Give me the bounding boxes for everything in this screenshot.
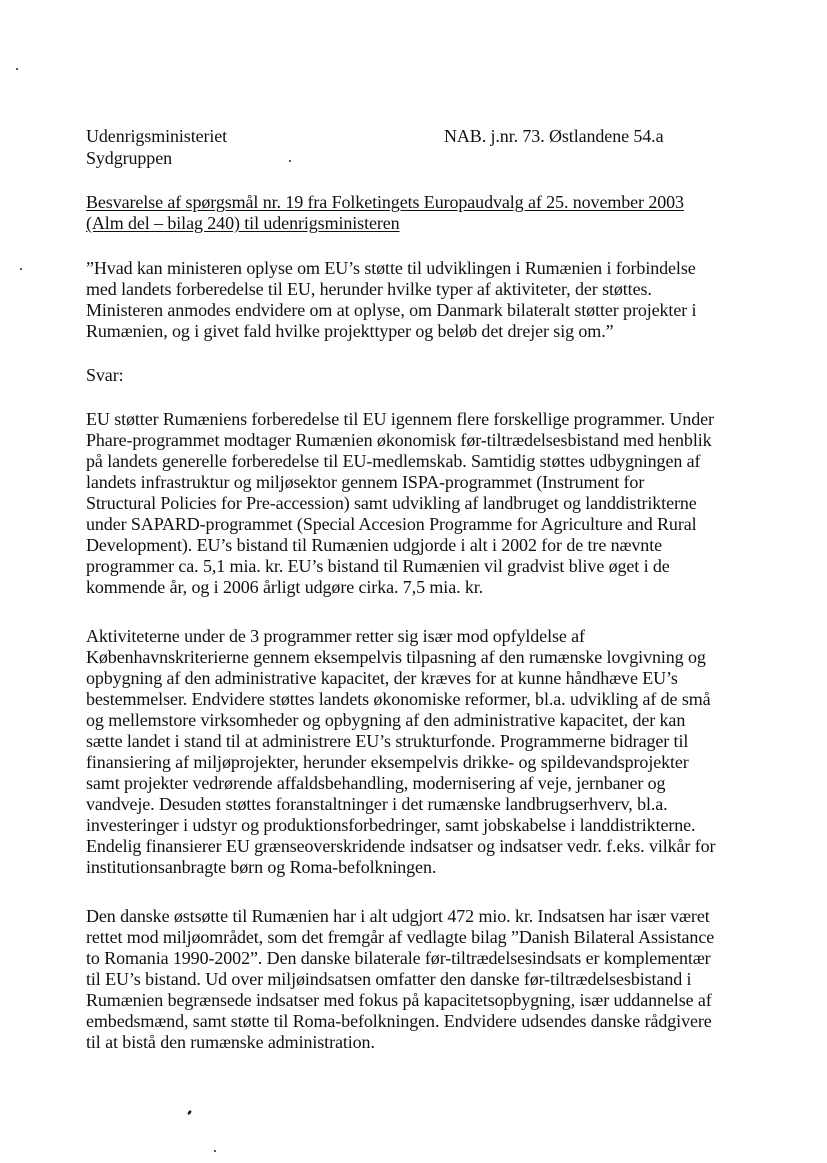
paragraph-line: Development). EU’s bistand til Rumænien udgjorde i alt i 2002 for de tre nævnte [86,535,663,555]
paragraph-line: institutionsanbragte børn og Roma-befolkningen. [86,857,437,877]
scan-speck [214,1150,216,1152]
paragraph-line: Københavnskriterierne gennem eksempelvis tilpasning af den rumænske lovgivning og [86,647,706,667]
department-name: Sydgruppen [86,148,172,168]
paragraph-line: på landets generelle forberedelse til EU-medlemskab. Samtidig støttes udbygningen af [86,451,701,471]
paragraph-line: Structural Policies for Pre-accession) samt udvikling af landbruget og landdistrikterne [86,493,697,513]
question-line: med landets forberedelse til EU, herunder hvilke typer af aktiviteter, der støttes. [86,279,652,299]
paragraph-line: EU støtter Rumæniens forberedelse til EU igennem flere forskellige programmer. Under [86,409,714,429]
scan-speck [187,1110,192,1116]
paragraph-line: opbygning af den administrative kapacitet, der kræves for at kunne håndhæve EU’s [86,668,678,688]
paragraph-line: Den danske østsøtte til Rumænien har i alt udgjort 472 mio. kr. Indsatsen har især været [86,906,710,926]
paragraph-line: rettet mod miljøområdet, som det fremgår af vedlagte bilag ”Danish Bilateral Assistance [86,927,715,947]
paragraph-line: investeringer i udstyr og produktionsforbedringer, samt jobskabelse i landdistrikterne. [86,815,696,835]
document-title-line: (Alm del – bilag 240) til udenrigsministeren [86,213,400,233]
paragraph-line: kommende år, og i 2006 årligt udgøre cirka. 7,5 mia. kr. [86,577,484,597]
paragraph-line: landets infrastruktur og miljøsektor gennem ISPA-programmet (Instrument for [86,472,645,492]
paragraph-line: bestemmelser. Endvidere støttes landets økonomiske reformer, bl.a. udvikling af de små [86,689,711,709]
paragraph-line: til at bistå den rumænske administration. [86,1032,375,1052]
paragraph-line: samt projekter vedrørende affaldsbehandling, modernisering af veje, jernbaner og [86,773,666,793]
paragraph-line: til EU’s bistand. Ud over miljøindsatsen omfatter den danske før-tiltrædelsesbistand i [86,969,692,989]
paragraph-line: sætte landet i stand til at administrere EU’s strukturfonde. Programmerne bidrager til [86,731,689,751]
paragraph-line: Rumænien begrænsede indsatser med fokus på kapacitetsopbygning, især uddannelse af [86,990,712,1010]
document-title-line: Besvarelse af spørgsmål nr. 19 fra Folketingets Europaudvalg af 25. november 2003 [86,192,684,212]
paragraph-line: Phare-programmet modtager Rumænien økonomisk før-tiltrædelsesbistand med henblik [86,430,712,450]
paragraph-line: vandveje. Desuden støttes foranstaltninger i det rumænske landbrugserhverv, bl.a. [86,794,668,814]
question-line: Ministeren anmodes endvidere om at oplyse, om Danmark bilateralt støtter projekter i [86,300,697,320]
ministry-name: Udenrigsministeriet [86,126,228,146]
paragraph-line: Aktiviteterne under de 3 programmer retter sig især mod opfyldelse af [86,626,585,646]
paragraph-line: to Romania 1990-2002”. Den danske bilaterale før-tiltrædelsesindsats er komplementær [86,948,711,968]
paragraph-line: finansiering af miljøprojekter, herunder eksempelvis drikke- og spildevandsprojekter [86,752,689,772]
question-line: ”Hvad kan ministeren oplyse om EU’s støtte til udviklingen i Rumænien i forbindelse [86,258,696,278]
scan-speck [20,268,22,270]
paragraph-line: Endelig finansierer EU grænseoverskridende indsatser og indsatser vedr. f.eks. vilkår for [86,836,716,856]
paragraph-line: under SAPARD-programmet (Special Accesion Programme for Agriculture and Rural [86,514,697,534]
scan-speck [289,160,291,162]
paragraph-line: og mellemstore virksomheder og opbygning af den administrative kapacitet, der kan [86,710,686,730]
paragraph-line: embedsmænd, samt støtte til Roma-befolkningen. Endvidere udsendes danske rådgivere [86,1011,712,1031]
answer-heading: Svar: [86,365,124,385]
reference-number: NAB. j.nr. 73. Østlandene 54.a [444,126,664,146]
question-line: Rumænien, og i givet fald hvilke projekttyper og beløb det drejer sig om.” [86,321,614,341]
paragraph-line: programmer ca. 5,1 mia. kr. EU’s bistand til Rumænien vil gradvist blive øget i de [86,556,670,576]
scan-speck [16,68,18,70]
